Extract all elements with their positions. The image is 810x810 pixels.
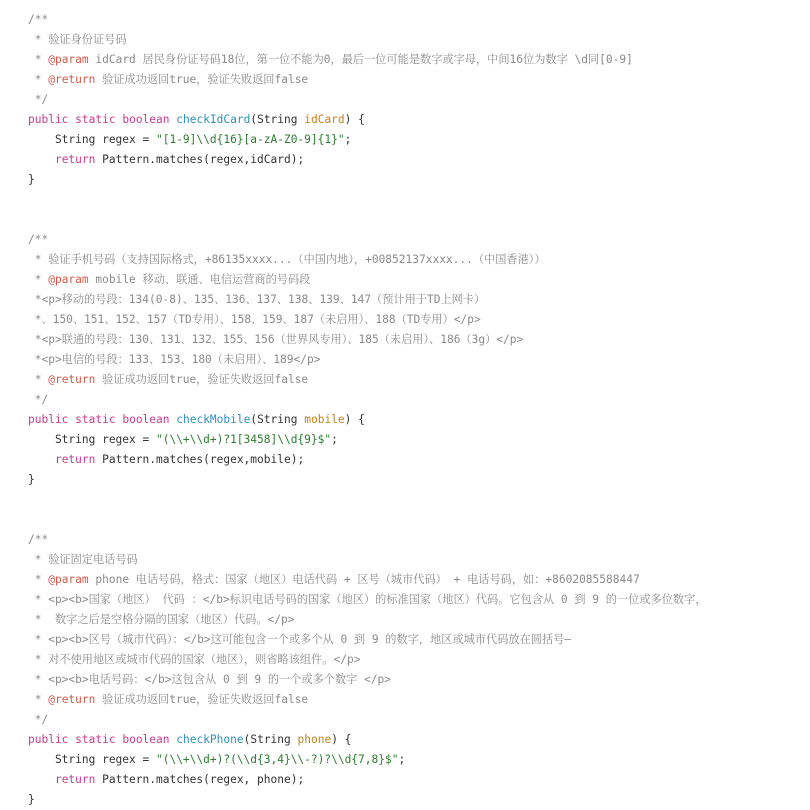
- closing-brace: [28, 470, 803, 490]
- closing-brace: [28, 790, 803, 810]
- comment-text: phone 电话号码，格式：国家（地区）电话代码 + 区号（城市代码） + 电话号码，如：+8602085588447: [88, 573, 640, 586]
- comment-line: [28, 10, 803, 30]
- comment-line: [28, 70, 803, 90]
- comment-text: *: [28, 693, 49, 706]
- regex-decl: String regex =: [28, 753, 156, 766]
- modifier-keyword: public: [28, 113, 69, 126]
- method-signature: [28, 110, 803, 130]
- brace: }: [28, 793, 35, 806]
- comment-text: 验证成功返回true，验证失败返回false: [95, 373, 309, 386]
- comment-text: */: [28, 93, 49, 106]
- return-expression: Pattern.matches(regex,mobile);: [95, 453, 305, 466]
- comment-line: [28, 570, 803, 590]
- comment-line: [28, 690, 803, 710]
- param-type: (String: [243, 733, 298, 746]
- modifier-keyword: public: [28, 413, 69, 426]
- method-signature: [28, 730, 803, 750]
- return-line: [28, 150, 803, 170]
- comment-text: * <p><b>区号（城市代码）：</b>这可能包含一个或多个从 0 到 9 的数字，地区或城市代码放在圆括号—: [28, 633, 572, 646]
- return-type-keyword: boolean: [122, 113, 170, 126]
- return-expression: Pattern.matches(regex, phone);: [95, 773, 305, 786]
- signature-end: ) {: [344, 113, 365, 126]
- comment-text: *<p>联通的号段：130、131、132、155、156（世界风专用）、185（未启用）、186（3g）</p>: [28, 333, 524, 346]
- blank-line: [28, 510, 803, 530]
- brace: }: [28, 173, 35, 186]
- comment-line: [28, 230, 803, 250]
- comment-line: [28, 590, 803, 610]
- regex-decl: String regex =: [28, 433, 156, 446]
- blank-line: [28, 190, 803, 210]
- method-name: checkMobile: [176, 413, 251, 426]
- comment-text: 验证成功返回true，验证失败返回false: [95, 693, 309, 706]
- comment-line: [28, 330, 803, 350]
- comment-text: /**: [28, 233, 49, 246]
- modifier-keyword: public: [28, 733, 69, 746]
- comment-line: [28, 530, 803, 550]
- comment-text: /**: [28, 533, 49, 546]
- comment-text: *、150、151、152、157（TD专用）、158、159、187（未启用）、188（TD专用）</p>: [28, 313, 481, 326]
- param-type: (String: [250, 113, 305, 126]
- blank-line: [28, 210, 803, 230]
- semicolon: ;: [344, 133, 352, 146]
- modifier-keyword: static: [75, 113, 116, 126]
- param-name: idCard: [304, 113, 345, 126]
- return-type-keyword: boolean: [122, 413, 170, 426]
- comment-text: * <p><b>电话号码：</b>这包含从 0 到 9 的一个或多个数字 </p>: [28, 673, 392, 686]
- regex-decl: String regex =: [28, 133, 156, 146]
- closing-brace: [28, 170, 803, 190]
- comment-line: [28, 90, 803, 110]
- comment-line: [28, 370, 803, 390]
- comment-line: [28, 670, 803, 690]
- method-name: checkPhone: [176, 733, 244, 746]
- comment-text: mobile 移动、联通、电信运营商的号码段: [88, 273, 311, 286]
- comment-text: */: [28, 393, 49, 406]
- comment-annotation: @param: [48, 53, 89, 66]
- comment-line: [28, 310, 803, 330]
- param-name: phone: [297, 733, 332, 746]
- comment-annotation: @param: [48, 273, 89, 286]
- comment-text: *: [28, 73, 49, 86]
- regex-string: "(\\+\\d+)?1[3458]\\d{9}$": [155, 433, 332, 446]
- return-keyword: return: [54, 453, 96, 466]
- indent: [28, 773, 55, 786]
- modifier-keyword: static: [75, 413, 116, 426]
- comment-text: 验证成功返回true，验证失败返回false: [95, 73, 309, 86]
- method-name: checkIdCard: [176, 113, 251, 126]
- comment-line: [28, 390, 803, 410]
- comment-text: *<p>电信的号段：133、153、180（未启用）、189</p>: [28, 353, 321, 366]
- semicolon: ;: [331, 433, 338, 446]
- modifier-keyword: static: [75, 733, 116, 746]
- signature-end: ) {: [331, 733, 352, 746]
- brace: }: [28, 473, 35, 486]
- comment-text: idCard 居民身份证号码18位，第一位不能为0，最后一位可能是数字或字母，中间16位为数字 \d同[0-9]: [88, 53, 633, 66]
- comment-annotation: @param: [48, 573, 89, 586]
- comment-line: [28, 30, 803, 50]
- indent: [28, 453, 55, 466]
- comment-annotation: @return: [48, 373, 96, 386]
- param-type: (String: [250, 413, 305, 426]
- regex-string: "[1-9]\\d{16}[a-zA-Z0-9]{1}": [155, 133, 345, 146]
- regex-line: [28, 130, 803, 150]
- comment-line: [28, 250, 803, 270]
- comment-text: * 验证固定电话号码: [28, 553, 138, 566]
- comment-text: */: [28, 713, 49, 726]
- param-name: mobile: [304, 413, 345, 426]
- comment-text: * 对不使用地区或城市代码的国家（地区），则省略该组件。</p>: [28, 653, 361, 666]
- code-block: [28, 10, 803, 810]
- comment-line: [28, 50, 803, 70]
- comment-line: [28, 550, 803, 570]
- comment-text: * <p><b>国家（地区） 代码 ：</b>标识电话号码的国家（地区）的标准国家（地区）代码。它包含从 0 到 9 的一位或多位数字，: [28, 593, 707, 606]
- signature-end: ) {: [344, 413, 365, 426]
- comment-line: [28, 350, 803, 370]
- semicolon: ;: [398, 753, 406, 766]
- regex-line: [28, 750, 803, 770]
- comment-line: [28, 270, 803, 290]
- method-signature: [28, 410, 803, 430]
- comment-line: [28, 710, 803, 730]
- comment-text: * 验证手机号码（支持国际格式，+86135xxxx...（中国内地），+00852137xxxx...（中国香港））: [28, 253, 546, 266]
- comment-line: [28, 610, 803, 630]
- regex-line: [28, 430, 803, 450]
- comment-line: [28, 630, 803, 650]
- comment-line: [28, 650, 803, 670]
- comment-annotation: @return: [48, 73, 96, 86]
- return-line: [28, 450, 803, 470]
- comment-text: *: [28, 53, 49, 66]
- comment-text: *: [28, 273, 49, 286]
- comment-line: [28, 290, 803, 310]
- indent: [28, 153, 55, 166]
- comment-text: *<p>移动的号段：134(0-8)、135、136、137、138、139、147（预计用于TD上网卡）: [28, 293, 486, 306]
- comment-text: * 验证身份证号码: [28, 33, 127, 46]
- regex-string: "(\\+\\d+)?(\\d{3,4}\\-?)?\\d{7,8}$": [155, 753, 399, 766]
- return-keyword: return: [54, 153, 96, 166]
- comment-text: /**: [28, 13, 49, 26]
- return-expression: Pattern.matches(regex,idCard);: [95, 153, 305, 166]
- return-keyword: return: [54, 773, 96, 786]
- comment-text: * 数字之后是空格分隔的国家（地区）代码。</p>: [28, 613, 295, 626]
- return-line: [28, 770, 803, 790]
- comment-text: *: [28, 573, 49, 586]
- blank-line: [28, 490, 803, 510]
- return-type-keyword: boolean: [122, 733, 170, 746]
- comment-annotation: @return: [48, 693, 96, 706]
- comment-text: *: [28, 373, 49, 386]
